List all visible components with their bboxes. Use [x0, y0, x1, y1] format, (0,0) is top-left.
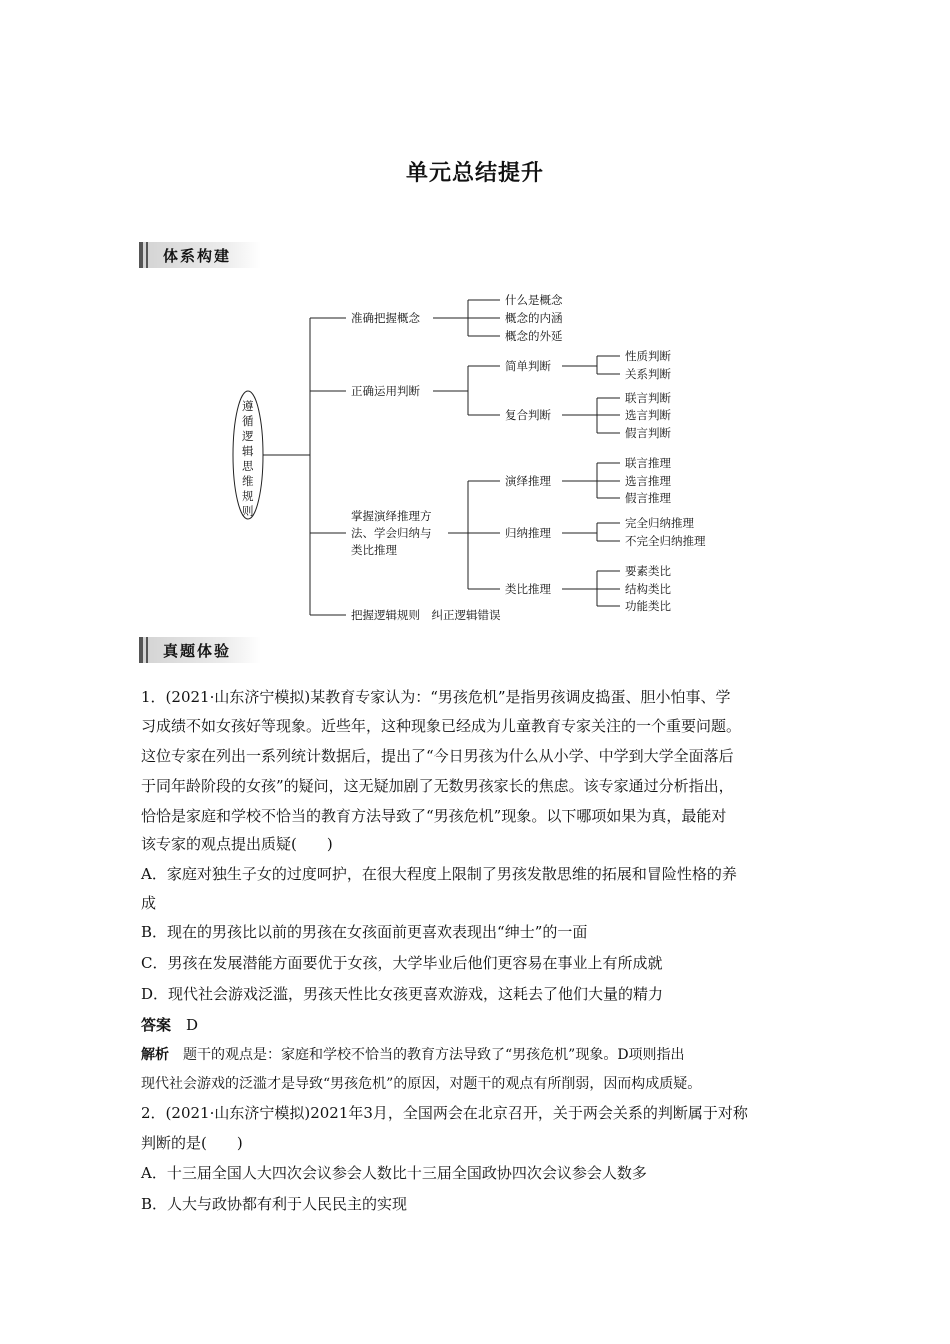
section-header-exam — [139, 637, 261, 663]
node-simple-judgment: 简单判断 — [505, 359, 551, 373]
leaf-node: 结构类比 — [625, 582, 671, 596]
leaf-node: 完全归纳推理 — [625, 516, 694, 530]
q2-option: A．十三届全国人大四次会议参会人数比十三届全国政协四次会议参会人数多 — [141, 1164, 647, 1182]
q1-text-line: 该专家的观点提出质疑( ) — [141, 835, 333, 853]
section-title: 体系构建 — [163, 247, 232, 265]
q1-analysis — [141, 1045, 685, 1065]
node-deductive: 演绎推理 — [505, 474, 551, 488]
q1-analysis-line: 现代社会游戏的泛滥才是导致“男孩危机”的原因，对题干的观点有所削弱，因而构成质疑。 — [141, 1076, 702, 1092]
q1-option: C．男孩在发展潜能方面要优于女孩，大学毕业后他们更容易在事业上有所成就 — [141, 954, 663, 972]
analysis-label: 解析 — [141, 1047, 169, 1063]
section-bar-decoration — [139, 637, 143, 663]
answer-value: D — [186, 1016, 199, 1034]
page-title: 单元总结提升 — [405, 161, 544, 186]
q1-text-line: 于同年龄阶段的女孩”的疑问，这无疑加剧了无数男孩家长的焦虑。该专家通过分析指出， — [141, 777, 734, 795]
leaf-node: 假言推理 — [625, 491, 671, 505]
q2-text-line: 2．(2021·山东济宁模拟)2021年3月，全国两会在北京召开，关于两会关系的判断属于对称 — [141, 1104, 748, 1122]
q1-answer — [141, 1015, 198, 1035]
q2-option: B．人大与政协都有利于人民民主的实现 — [141, 1195, 408, 1213]
leaf-node: 假言判断 — [625, 426, 671, 440]
leaf-node: 什么是概念 — [505, 293, 563, 307]
node-compound-judgment: 复合判断 — [505, 408, 551, 422]
node-reasoning-line: 法、学会归纳与 — [351, 526, 432, 540]
node-reasoning-line: 类比推理 — [351, 543, 397, 557]
node-logic-rules: 把握逻辑规则 纠正逻辑错误 — [351, 608, 501, 622]
root-char: 则 — [242, 504, 254, 518]
q1-option: D．现代社会游戏泛滥，男孩天性比女孩更喜欢游戏，这耗去了他们大量的精力 — [141, 985, 664, 1003]
answer-label: 答案 — [141, 1016, 172, 1034]
leaf-node: 选言推理 — [625, 474, 671, 488]
q1-text-line: 1．(2021·山东济宁模拟)某教育专家认为：“男孩危机”是指男孩调皮捣蛋、胆小怕事、学 — [141, 688, 731, 706]
node-reasoning-line: 掌握演绎推理方 — [351, 509, 432, 523]
root-char: 规 — [242, 489, 254, 503]
leaf-node: 功能类比 — [625, 599, 671, 613]
root-char: 维 — [242, 474, 254, 488]
q2-text-line: 判断的是( ) — [141, 1134, 243, 1152]
node-inductive: 归纳推理 — [505, 526, 551, 540]
leaf-node: 概念的外延 — [505, 329, 563, 343]
root-char: 思 — [242, 459, 254, 473]
leaf-node: 联言推理 — [625, 456, 671, 470]
concept-map — [0, 0, 950, 640]
leaf-node: 不完全归纳推理 — [625, 534, 706, 548]
root-label — [242, 399, 254, 518]
leaf-node: 联言判断 — [625, 391, 671, 405]
node-analogy: 类比推理 — [505, 582, 551, 596]
node-judgment: 正确运用判断 — [351, 384, 420, 398]
root-char: 循 — [242, 414, 254, 428]
q1-text-line: 习成绩不如女孩好等现象。近些年，这种现象已经成为儿童教育专家关注的一个重要问题。 — [141, 717, 742, 735]
q1-text-line: 恰恰是家庭和学校不恰当的教育方法导致了“男孩危机”现象。以下哪项如果为真，最能对 — [141, 807, 727, 825]
q1-option: 成 — [141, 894, 157, 912]
q1-option: B．现在的男孩比以前的男孩在女孩面前更喜欢表现出“绅士”的一面 — [141, 923, 588, 941]
leaf-node: 选言判断 — [625, 408, 671, 422]
leaf-node: 概念的内涵 — [505, 311, 563, 325]
leaf-node: 性质判断 — [625, 349, 671, 363]
q1-option: A．家庭对独生子女的过度呵护，在很大程度上限制了男孩发散思维的拓展和冒险性格的养 — [141, 865, 737, 883]
node-concept: 准确把握概念 — [351, 311, 420, 325]
section-bar-decoration — [146, 637, 148, 663]
root-char: 辑 — [242, 444, 254, 458]
root-char: 遵 — [242, 399, 254, 413]
leaf-node: 要素类比 — [625, 564, 671, 578]
q1-text-line: 这位专家在列出一系列统计数据后，提出了“今日男孩为什么从小学、中学到大学全面落后 — [141, 747, 734, 765]
root-char: 逻 — [242, 429, 254, 443]
leaf-node: 关系判断 — [625, 367, 671, 381]
analysis-text: 题干的观点是：家庭和学校不恰当的教育方法导致了“男孩危机”现象。D项则指出 — [183, 1047, 685, 1063]
section-title: 真题体验 — [163, 642, 232, 660]
